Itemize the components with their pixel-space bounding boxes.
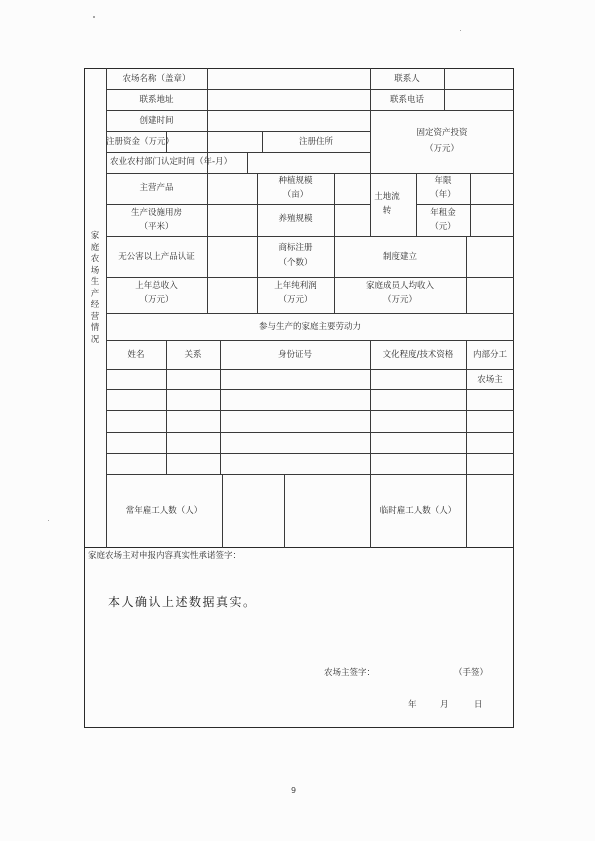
grid-line (106, 474, 514, 475)
land-transfer-label: 土地流转 (374, 192, 400, 216)
reg-address-label: 注册住所 (298, 137, 333, 147)
date-year: 年 (408, 700, 417, 710)
temp-workers-label: 临时雇工人数（人） (379, 506, 457, 516)
recognition-label: 农业农村部门认定时间（年-月） (110, 157, 233, 167)
grid-line (466, 340, 467, 474)
owner-role-cell: 农场主 (477, 375, 503, 385)
grid-line (106, 340, 514, 341)
grid-line (220, 340, 221, 474)
address-label: 联系地址 (139, 95, 174, 105)
net-income-unit: （万元） (278, 295, 313, 305)
grid-line (106, 277, 514, 278)
grid-line (106, 369, 514, 370)
labor-header-role: 内部分工 (472, 350, 507, 360)
fixed-assets-label: 固定资产投资 (416, 128, 468, 138)
side-label: 家庭农场生产经营情况 (90, 231, 100, 345)
facility-area-label: 生产设施用房 (130, 208, 182, 218)
grid-line (106, 410, 514, 411)
grid-line (334, 173, 335, 313)
scan-speck (460, 30, 461, 31)
date-day: 日 (474, 700, 483, 710)
rent-label: 年租金 (430, 208, 456, 218)
facility-area-unit: （平米） (139, 222, 174, 232)
grid-line (106, 131, 370, 132)
farm-name-label: 农场名称（盖章） (122, 74, 191, 84)
reg-capital-label: 注册资金（万元） (106, 137, 175, 147)
per-capita-label: 家庭成员人均收入 (365, 281, 434, 291)
labor-table-title: 参与生产的家庭主要劳动力 (258, 322, 361, 332)
phone-label: 联系电话 (389, 95, 424, 105)
signature-label: 农场主签字： (324, 668, 376, 678)
declaration-lead: 家庭农场主对申报内容真实性承诺签字： (88, 551, 242, 561)
grid-line (370, 474, 371, 548)
founded-label: 创建时间 (139, 116, 174, 126)
signature-note: （手签） (454, 668, 489, 678)
trademark-unit: （个数） (278, 258, 313, 268)
grid-line (106, 204, 370, 205)
grid-line (106, 173, 514, 174)
breeding-scale-label: 养殖规模 (278, 214, 313, 224)
labor-header-name: 姓名 (127, 350, 145, 360)
regular-workers-label: 常年雇工人数（人） (125, 506, 203, 516)
grid-line (370, 173, 371, 236)
grid-line (470, 173, 471, 236)
grid-line (106, 453, 514, 454)
rules-label: 制度建立 (382, 252, 417, 262)
grid-line (207, 173, 208, 313)
per-capita-unit: （万元） (382, 295, 417, 305)
fixed-assets-unit: （万元） (424, 144, 459, 154)
declaration-statement: 本人确认上述数据真实。 (108, 595, 257, 609)
grid-line (466, 236, 467, 313)
grid-line (370, 340, 371, 474)
scan-speck (93, 16, 95, 18)
term-unit: （年） (430, 190, 456, 200)
trademark-label: 商标注册 (278, 243, 313, 253)
contact-label: 联系人 (394, 74, 420, 84)
planting-scale-label: 种植规模 (278, 176, 313, 186)
total-income-unit: （万元） (139, 295, 174, 305)
page-number: 9 (291, 786, 297, 795)
grid-line (106, 432, 514, 433)
labor-header-id: 身份证号 (277, 350, 312, 360)
grid-line (106, 152, 370, 153)
grid-line (416, 204, 514, 205)
grid-line (166, 340, 167, 474)
net-income-label: 上年纯利润 (274, 281, 317, 291)
grid-line (106, 389, 514, 390)
date-month: 月 (440, 700, 449, 710)
certification-label: 无公害以上产品认证 (118, 252, 195, 262)
rent-unit: （元） (430, 222, 456, 232)
planting-scale-unit: （亩） (282, 190, 309, 200)
total-income-label: 上年总收入 (135, 281, 178, 291)
declaration-frame (84, 548, 514, 728)
scan-speck (48, 520, 49, 521)
side-label-column (84, 68, 106, 548)
grid-line (444, 68, 445, 110)
grid-line (466, 474, 467, 548)
term-label: 年限 (434, 176, 452, 186)
labor-header-education: 文化程度/技术资格 (382, 350, 454, 360)
main-product-label: 主营产品 (139, 183, 174, 193)
grid-line (222, 474, 223, 548)
labor-header-relation: 关系 (184, 350, 202, 360)
grid-line (106, 89, 514, 90)
grid-line (247, 152, 248, 173)
grid-line (106, 236, 514, 237)
grid-line (284, 474, 285, 548)
grid-line (106, 313, 514, 314)
grid-line (106, 110, 514, 111)
